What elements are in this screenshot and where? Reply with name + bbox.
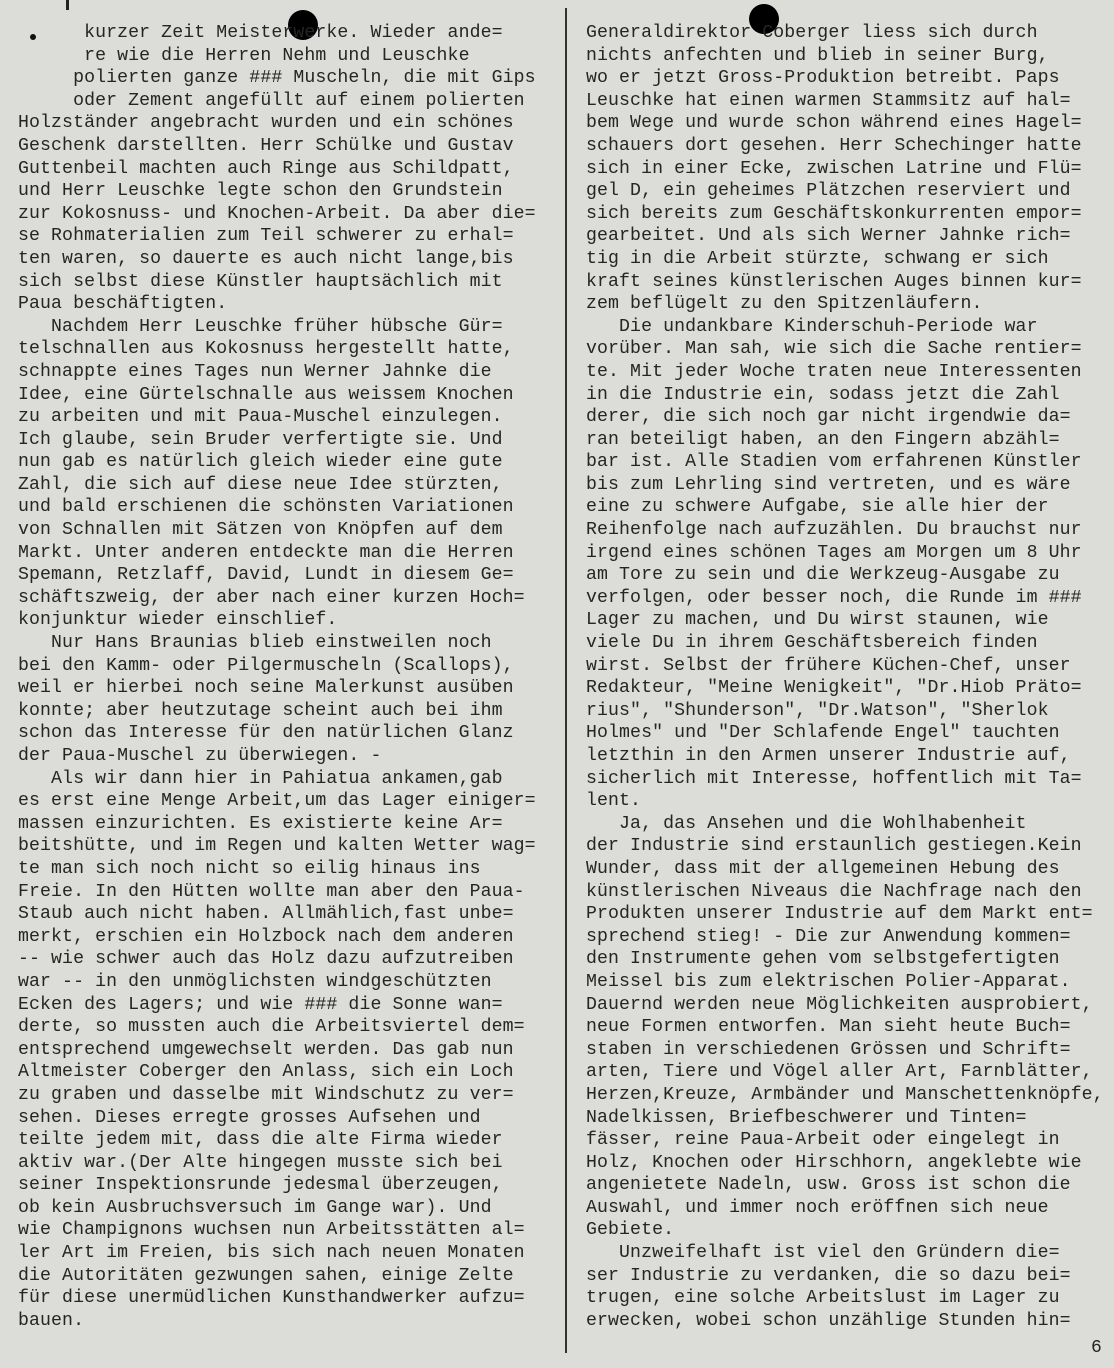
text-line: Leuschke hat einen warmen Stammsitz auf hal= xyxy=(586,90,1071,111)
text-line: Markt. Unter anderen entdeckte man die Herren xyxy=(18,542,514,563)
text-line: Geschenk darstellten. Herr Schülke und Gustav xyxy=(18,135,514,156)
text-line: letzthin in den Armen unserer Industrie auf, xyxy=(586,746,1071,766)
text-line: sicherlich mit Interesse, hoffentlich mit Ta= xyxy=(586,768,1082,789)
text-line: schäftszweig, der aber nach einer kurzen Hoch= xyxy=(18,587,525,608)
text-line: konnte; aber heutzutage scheint auch bei ihm xyxy=(18,700,503,721)
text-line: schon das Interesse für den natürlichen Glanz xyxy=(18,723,514,744)
text-line: aktiv war.(Der Alte hingegen musste sich bei xyxy=(18,1152,503,1173)
text-line: Herzen,Kreuze, Armbänder und Manschettenknöpfe, xyxy=(586,1084,1104,1105)
text-line: tig in die Arbeit stürzte, schwang er sich xyxy=(586,248,1049,269)
text-line: bis zum Lehrling sind vertreten, und es wäre xyxy=(586,474,1071,495)
text-line: irgend eines schönen Tages am Morgen um 8 Uhr xyxy=(586,542,1082,563)
text-line: und bald erschienen die schönsten Variationen xyxy=(18,497,514,518)
text-line: für diese unermüdlichen Kunsthandwerker aufzu= xyxy=(18,1288,525,1309)
text-line: oder Zement angefüllt auf einem polierten xyxy=(18,90,525,111)
text-line: ser Industrie zu verdanken, die so dazu bei= xyxy=(586,1265,1071,1286)
text-line: wo er jetzt Gross-Produktion betreibt. Paps xyxy=(586,68,1060,89)
text-line: Spemann, Retzlaff, David, Lundt in diesem Ge= xyxy=(18,565,514,586)
text-line: Als wir dann hier in Pahiatua ankamen,gab xyxy=(18,768,503,789)
text-line: eine zu schwere Aufgabe, sie alle hier der xyxy=(586,497,1049,518)
text-line: verfolgen, oder besser noch, die Runde im ### xyxy=(586,587,1082,608)
text-line: war -- in den unmöglichsten windgeschützten xyxy=(18,971,492,992)
text-line: es erst eine Menge Arbeit,um das Lager einiger= xyxy=(18,791,536,812)
text-line: Freie. In den Hütten wollte man aber den Paua- xyxy=(18,881,525,902)
text-line: zu arbeiten und mit Paua-Muschel einzulegen. xyxy=(18,407,503,428)
text-line: ob kein Ausbruchsversuch im Gange war). Und xyxy=(18,1197,492,1218)
text-line: Produkten unserer Industrie auf dem Markt ent= xyxy=(586,904,1093,925)
text-line: ran beteiligt haben, an den Fingern abzähl= xyxy=(586,429,1060,450)
text-line: fässer, reine Paua-Arbeit oder eingelegt in xyxy=(586,1130,1060,1151)
text-line: Meissel bis zum elektrischen Polier-Apparat. xyxy=(586,971,1071,992)
text-line: Zahl, die sich auf diese neue Idee stürzten, xyxy=(18,474,503,495)
text-line: Nachdem Herr Leuschke früher hübsche Gür= xyxy=(18,316,503,337)
text-line: se Rohmaterialien zum Teil schwerer zu erhal= xyxy=(18,226,514,247)
text-line: der Paua-Muschel zu überwiegen. - xyxy=(18,746,382,766)
text-line: Nadelkissen, Briefbeschwerer und Tinten= xyxy=(586,1107,1027,1128)
text-line: sich bereits zum Geschäftskonkurrenten empor= xyxy=(586,203,1082,224)
text-line: in die Industrie ein, sodass jetzt die Zahl xyxy=(586,384,1060,405)
text-line: Staub auch nicht haben. Allmählich,fast unbe= xyxy=(18,904,514,925)
text-line: Ecken des Lagers; und wie ### die Sonne wan= xyxy=(18,994,503,1015)
left-text-column xyxy=(18,22,553,1332)
text-line: Wunder, dass mit der allgemeinen Hebung des xyxy=(586,858,1060,879)
text-line: Unzweifelhaft ist viel den Gründern die= xyxy=(586,1243,1060,1264)
text-line: bem Wege und wurde schon während eines Hagel= xyxy=(586,113,1082,134)
page-number: 6 xyxy=(1091,1338,1102,1358)
text-line: angenietete Nadeln, usw. Gross ist schon die xyxy=(586,1175,1071,1196)
text-line: Ja, das Ansehen und die Wohlhabenheit xyxy=(586,813,1027,834)
ink-tick-mark xyxy=(66,0,69,10)
text-line: -- wie schwer auch das Holz dazu aufzutreiben xyxy=(18,949,514,970)
text-line: zem beflügelt zu den Spitzenläufern. xyxy=(586,294,983,315)
text-line: erwecken, wobei schon unzählige Stunden hin= xyxy=(586,1310,1071,1331)
text-line: zur Kokosnuss- und Knochen-Arbeit. Da aber die= xyxy=(18,203,536,224)
text-line: bar ist. Alle Stadien vom erfahrenen Künstler xyxy=(586,452,1082,473)
text-line: die Autoritäten gezwungen sahen, einige Zelte xyxy=(18,1265,514,1286)
text-line: polierten ganze ### Muscheln, die mit Gips xyxy=(18,68,536,89)
text-line: ten waren, so dauerte es auch nicht lange,bis xyxy=(18,248,514,269)
text-line: nichts anfechten und blieb in seiner Burg, xyxy=(586,45,1049,66)
text-line: wie Champignons wuchsen nun Arbeitsstätten al= xyxy=(18,1220,525,1241)
text-line: Holmes" und "Der Schlafende Engel" tauchten xyxy=(586,723,1060,744)
text-line: der Industrie sind erstaunlich gestiegen.Kein xyxy=(586,836,1082,857)
text-line: Altmeister Coberger den Anlass, sich ein Loch xyxy=(18,1062,514,1083)
text-line: Ich glaube, sein Bruder verfertigte sie. Und xyxy=(18,429,503,450)
text-line: Redakteur, "Meine Wenigkeit", "Dr.Hiob Präto= xyxy=(586,678,1082,699)
text-line: gearbeitet. Und als sich Werner Jahnke rich= xyxy=(586,226,1071,247)
text-line: konjunktur wieder einschlief. xyxy=(18,610,338,631)
text-line: sich in einer Ecke, zwischen Latrine und Flü= xyxy=(586,158,1082,179)
text-line: arten, Tiere und Vögel aller Art, Farnblätter, xyxy=(586,1062,1093,1083)
text-line: telschnallen aus Kokosnuss hergestellt hatte, xyxy=(18,339,514,360)
text-line: am Tore zu sein und die Werkzeug-Ausgabe zu xyxy=(586,565,1060,586)
text-line: Holz, Knochen oder Hirschhorn, angeklebte wie xyxy=(586,1152,1082,1173)
text-line: Generaldirektor Coberger liess sich durch xyxy=(586,23,1038,43)
text-line: Idee, eine Gürtelschnalle aus weissem Knochen xyxy=(18,384,514,405)
text-line: kurzer Zeit Meisterwerke. Wieder ande= xyxy=(18,23,503,43)
text-line: Gebiete. xyxy=(586,1220,675,1241)
text-line: Reihenfolge nach aufzuzählen. Du brauchst nur xyxy=(586,520,1082,541)
text-line: den Instrumente gehen vom selbstgefertigten xyxy=(586,949,1060,970)
text-line: te. Mit jeder Woche traten neue Interessenten xyxy=(586,361,1082,382)
text-line: von Schnallen mit Sätzen von Knöpfen auf dem xyxy=(18,520,503,541)
text-line: und Herr Leuschke legte schon den Grundstein xyxy=(18,181,503,202)
text-line: schnappte eines Tages nun Werner Jahnke die xyxy=(18,361,492,382)
text-line: teilte jedem mit, dass die alte Firma wieder xyxy=(18,1130,503,1151)
text-line: derer, die sich noch gar nicht irgendwie da= xyxy=(586,407,1071,428)
text-line: wirst. Selbst der frühere Küchen-Chef, unser xyxy=(586,655,1071,676)
text-line: bei den Kamm- oder Pilgermuscheln (Scallops), xyxy=(18,655,514,676)
text-line: schauers dort gesehen. Herr Schechinger hatte xyxy=(586,135,1082,156)
text-line: bauen. xyxy=(18,1310,85,1331)
text-line: lent. xyxy=(586,791,642,812)
text-line: weil er hierbei noch seine Malerkunst ausüben xyxy=(18,678,514,699)
text-line: Die undankbare Kinderschuh-Periode war xyxy=(586,316,1038,337)
text-line: sich selbst diese Künstler hauptsächlich mit xyxy=(18,271,503,292)
text-line: gel D, ein geheimes Plätzchen reserviert und xyxy=(586,181,1071,202)
text-line: Lager zu machen, und Du wirst staunen, wie xyxy=(586,610,1049,631)
text-line: entsprechend umgewechselt werden. Das gab nun xyxy=(18,1039,514,1060)
text-line: Dauernd werden neue Möglichkeiten ausprobiert, xyxy=(586,994,1093,1015)
text-line: seiner Inspektionsrunde jedesmal überzeugen, xyxy=(18,1175,503,1196)
text-line: Auswahl, und immer noch eröffnen sich neue xyxy=(586,1197,1049,1218)
text-line: sprechend stieg! - Die zur Anwendung kommen= xyxy=(586,926,1071,947)
text-line: beitshütte, und im Regen und kalten Wetter wag= xyxy=(18,836,536,857)
text-line: kraft seines künstlerischen Auges binnen kur= xyxy=(586,271,1082,292)
text-line: vorüber. Man sah, wie sich die Sache rentier= xyxy=(586,339,1082,360)
text-line: sehen. Dieses erregte grosses Aufsehen und xyxy=(18,1107,481,1128)
text-line: Nur Hans Braunias blieb einstweilen noch xyxy=(18,633,492,654)
text-line: merkt, erschien ein Holzbock nach dem anderen xyxy=(18,926,514,947)
text-line: ler Art im Freien, bis sich nach neuen Monaten xyxy=(18,1243,525,1264)
text-line: staben in verschiedenen Grössen und Schrift= xyxy=(586,1039,1071,1060)
text-line: trugen, eine solche Arbeitslust im Lager zu xyxy=(586,1288,1060,1309)
text-line: viele Du in ihrem Geschäftsbereich finden xyxy=(586,633,1038,654)
text-line: re wie die Herren Nehm und Leuschke xyxy=(18,45,470,66)
text-line: Holzständer angebracht wurden und ein schönes xyxy=(18,113,514,134)
text-line: rius", "Shunderson", "Dr.Watson", "Sherlok xyxy=(586,700,1049,721)
text-line: nun gab es natürlich gleich wieder eine gute xyxy=(18,452,503,473)
text-line: te man sich noch nicht so eilig hinaus ins xyxy=(18,858,481,879)
text-line: Guttenbeil machten auch Ringe aus Schildpatt, xyxy=(18,158,514,179)
text-line: zu graben und dasselbe mit Windschutz zu ver= xyxy=(18,1084,514,1105)
column-divider xyxy=(565,8,567,1353)
text-line: massen einzurichten. Es existierte keine Ar= xyxy=(18,813,503,834)
text-line: künstlerischen Niveaus die Nachfrage nach den xyxy=(586,881,1082,902)
text-line: neue Formen entworfen. Man sieht heute Buch= xyxy=(586,1017,1071,1038)
right-text-column xyxy=(586,22,1114,1332)
text-line: Paua beschäftigten. xyxy=(18,294,228,315)
text-line: derte, so mussten auch die Arbeitsviertel dem= xyxy=(18,1017,525,1038)
